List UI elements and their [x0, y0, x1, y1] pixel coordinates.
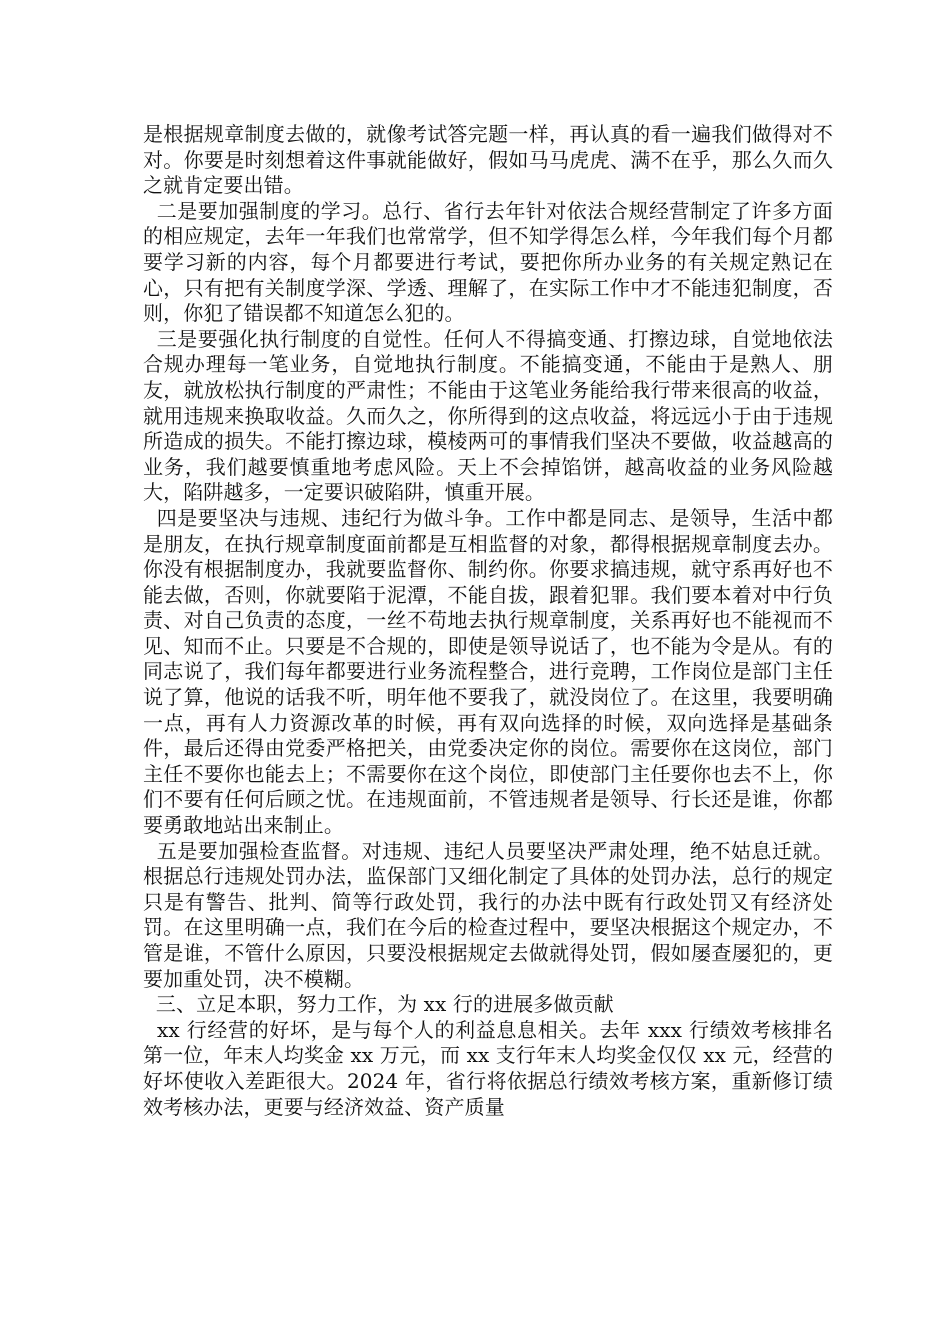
paragraph-3-enforce-self-discipline: 三是要强化执行制度的自觉性。任何人不得搞变通、打擦边球，自觉地依法合规办理每一笔业务，自觉地执行制度。不能搞变通，不能由于是熟人、朋友，就放松执行制度的严肃性；不能由于这笔业务能给我行带来很高的收益，就用违规来换取收益。久而久之，你所得到的这点收益，将远远小于由于违规所造成的损失。不能打擦边球，模棱两可的事情我们坚决不要做，收益越高的业务，我们越要慎重地考虑风险。天上不会掉馅饼，越高收益的业务风险越大，陷阱越多，一定要识破陷阱，慎重开展。 [143, 326, 833, 505]
paragraph-7-performance: xx 行经营的好坏，是与每个人的利益息息相关。去年 xxx 行绩效考核排名第一位，年末人均奖金 xx 万元，而 xx 支行年末人均奖金仅仅 xx 元，经营的好坏使收入差距很大。2024 年，省行将依据总行绩效考核方案，重新修订绩效考核办法，更要与经济效益、资产质量 [143, 1017, 834, 1119]
document-body [143, 122, 833, 1120]
paragraph-2-study-regulations: 二是要加强制度的学习。总行、省行去年针对依法合规经营制定了许多方面的相应规定，去年一年我们也常常学，但不知学得怎么样，今年我们每个月都要学习新的内容，每个月都要进行考试，要把你所办业务的有关规定熟记在心，只有把有关制度学深、学透、理解了，在实际工作中才不能违犯制度，否则，你犯了错误都不知道怎么犯的。 [143, 198, 833, 326]
paragraph-5-inspection-supervision: 五是要加强检查监督。对违规、违纪人员要坚决严肃处理，绝不姑息迁就。根据总行违规处罚办法，监保部门又细化制定了具体的处罚办法，总行的规定只是有警告、批判、简等行政处罚，我行的办法中既有行政处罚又有经济处罚。在这里明确一点，我们在今后的检查过程中，要坚决根据这个规定办，不管是谁，不管什么原因，只要没根据规定去做就得处罚，假如屡查屡犯的，更要加重处罚，决不模糊。 [143, 838, 833, 991]
paragraph-1-continuation: 是根据规章制度去做的，就像考试答完题一样，再认真的看一遍我们做得对不对。你要是时刻想着这件事就能做好，假如马马虎虎、满不在乎，那么久而久之就肯定要出错。 [143, 122, 833, 198]
section-heading-3: 三、立足本职，努力工作，为 xx 行的进展多做贡献 [143, 992, 614, 1017]
paragraph-4-fight-violations: 四是要坚决与违规、违纪行为做斗争。工作中都是同志、是领导，生活中都是朋友，在执行规章制度面前都是互相监督的对象，都得根据规章制度去办。你没有根据制度办，我就要监督你、制约你。你要求搞违规，就守系再好也不能去做，否则，你就要陷于泥潭，不能自拔，跟着犯罪。我们要本着对中行负责、对自己负责的态度，一丝不苟地去执行规章制度，关系再好也不能视而不见、知而不止。只要是不合规的，即使是领导说话了，也不能为令是从。有的同志说了，我们每年都要进行业务流程整合，进行竞聘，工作岗位是部门主任说了算，他说的话我不听，明年他不要我了，就没岗位了。在这里，我要明确一点，再有人力资源改革的时候，再有双向选择的时候，双向选择是基础条件，最后还得由党委严格把关，由党委决定你的岗位。需要你在这岗位，部门主任不要你也能去上；不需要你在这个岗位，即使部门主任要你也去不上，你们不要有任何后顾之忧。在违规面前，不管违规者是领导、行长还是谁，你都要勇敢地站出来制止。 [143, 505, 833, 838]
